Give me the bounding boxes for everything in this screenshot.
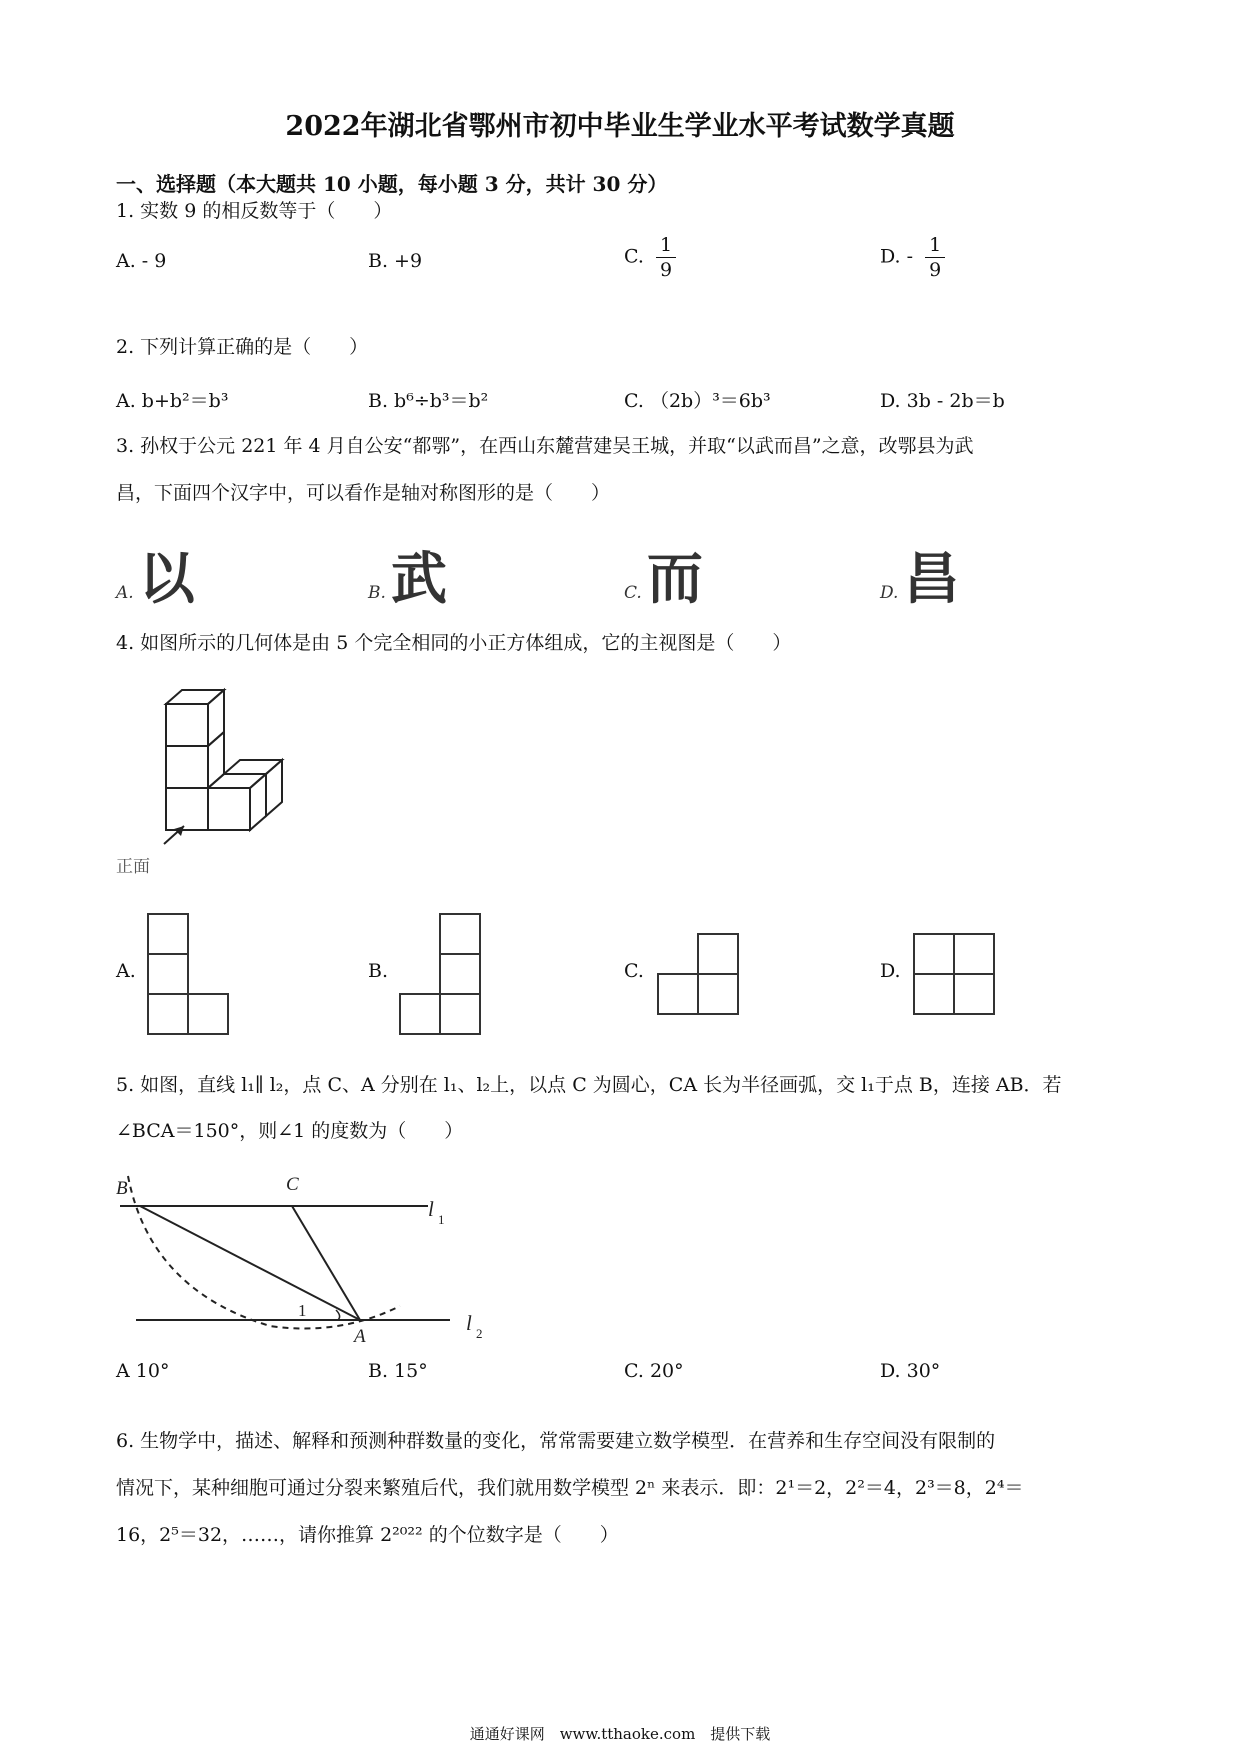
angle-1-label: 1 — [298, 1301, 307, 1320]
question-2-stem: 2. 下列计算正确的是（ ） — [116, 336, 369, 358]
q2-option-c: C. （2b）³＝6b³ — [624, 390, 771, 412]
l1-label: l — [428, 1197, 434, 1221]
q5-option-b: B. 15° — [368, 1360, 428, 1382]
q5-option-c: C. 20° — [624, 1360, 684, 1382]
cube-solid-figure — [160, 686, 310, 836]
q4-option-d-label: D. — [880, 960, 901, 982]
front-label: 正面 — [116, 857, 150, 877]
page-footer: 通通好课网 www.tthaoke.com 提供下载 — [469, 1725, 771, 1743]
glyph-er: 而 — [646, 547, 703, 612]
glyph-chang: 昌 — [903, 547, 960, 612]
question-5-line2: ∠BCA＝150°，则∠1 的度数为（ ） — [116, 1120, 464, 1142]
point-b-label: B — [116, 1178, 128, 1199]
q2-option-b: B. b⁶÷b³＝b² — [368, 390, 489, 412]
q1-option-b: B. +9 — [368, 250, 423, 272]
q4-option-c-figure — [656, 932, 746, 1022]
question-6-line2: 情况下，某种细胞可通过分裂来繁殖后代，我们就用数学模型 2ⁿ 来表示．即：2¹＝2，2²＝4，2³＝8，2⁴＝ — [116, 1477, 1024, 1499]
q4-option-a-figure — [146, 912, 236, 1040]
l1-subscript: 1 — [438, 1212, 445, 1227]
question-6-line1: 6. 生物学中，描述、解释和预测种群数量的变化，常常需要建立数学模型．在营养和生存空间没有限制的 — [116, 1430, 996, 1452]
question-3-line1: 3. 孙权于公元 221 年 4 月自公安“都鄂”，在西山东麓营建吴王城，并取“以武而昌”之意，改鄂县为武 — [116, 435, 974, 457]
q3-option-d: D. 昌 — [880, 547, 960, 612]
q3-option-c: C. 而 — [624, 547, 703, 612]
q5-geometry-figure — [110, 1160, 510, 1350]
q4-option-b-label: B. — [368, 960, 389, 982]
point-c-label: C — [286, 1174, 299, 1195]
l2-subscript: 2 — [476, 1326, 483, 1341]
q4-option-a-label: A. — [116, 960, 136, 982]
q2-option-d: D. 3b - 2b＝b — [880, 390, 1005, 412]
question-4-stem: 4. 如图所示的几何体是由 5 个完全相同的小正方体组成，它的主视图是（ ） — [116, 632, 792, 654]
q5-option-d: D. 30° — [880, 1360, 941, 1382]
angle-mark — [336, 1310, 340, 1320]
point-a-label: A — [354, 1326, 366, 1347]
question-6-line3: 16，2⁵＝32，……，请你推算 2²⁰²² 的个位数字是（ ） — [116, 1524, 619, 1546]
glyph-yi: 以 — [138, 547, 195, 612]
q1-option-c: C. $\frac{1}{9}$ — [624, 233, 676, 282]
q4-option-c-label: C. — [624, 960, 644, 982]
q4-option-d-figure — [912, 932, 1002, 1022]
fraction: $\frac{1}{9}$ — [925, 233, 945, 282]
q1-option-d: D. - $\frac{1}{9}$ — [880, 233, 945, 282]
question-5-line1: 5. 如图，直线 l₁∥ l₂，点 C、A 分别在 l₁、l₂上，以点 C 为圆心，CA 长为半径画弧，交 l₁于点 B，连接 AB．若 — [116, 1074, 1062, 1096]
section-heading: 一、选择题（本大题共 10 小题，每小题 3 分，共计 30 分） — [116, 172, 668, 196]
q4-option-b-figure — [398, 912, 488, 1040]
question-1-stem: 1. 实数 9 的相反数等于（ ） — [116, 200, 393, 222]
q3-option-a: A. 以 — [116, 547, 195, 612]
l2-label: l — [466, 1311, 472, 1335]
question-3-line2: 昌，下面四个汉字中，可以看作是轴对称图形的是（ ） — [116, 482, 611, 504]
arc-dashed — [128, 1176, 400, 1329]
q2-option-a: A. b+b²＝b³ — [116, 390, 229, 412]
fraction: $\frac{1}{9}$ — [656, 233, 676, 282]
q5-option-a: A 10° — [116, 1360, 170, 1382]
q1-option-a: A. - 9 — [116, 250, 167, 272]
q3-option-b: B. 武 — [368, 547, 447, 612]
glyph-wu: 武 — [391, 547, 447, 612]
page-title: 2022年湖北省鄂州市初中毕业生学业水平考试数学真题 — [285, 111, 955, 142]
